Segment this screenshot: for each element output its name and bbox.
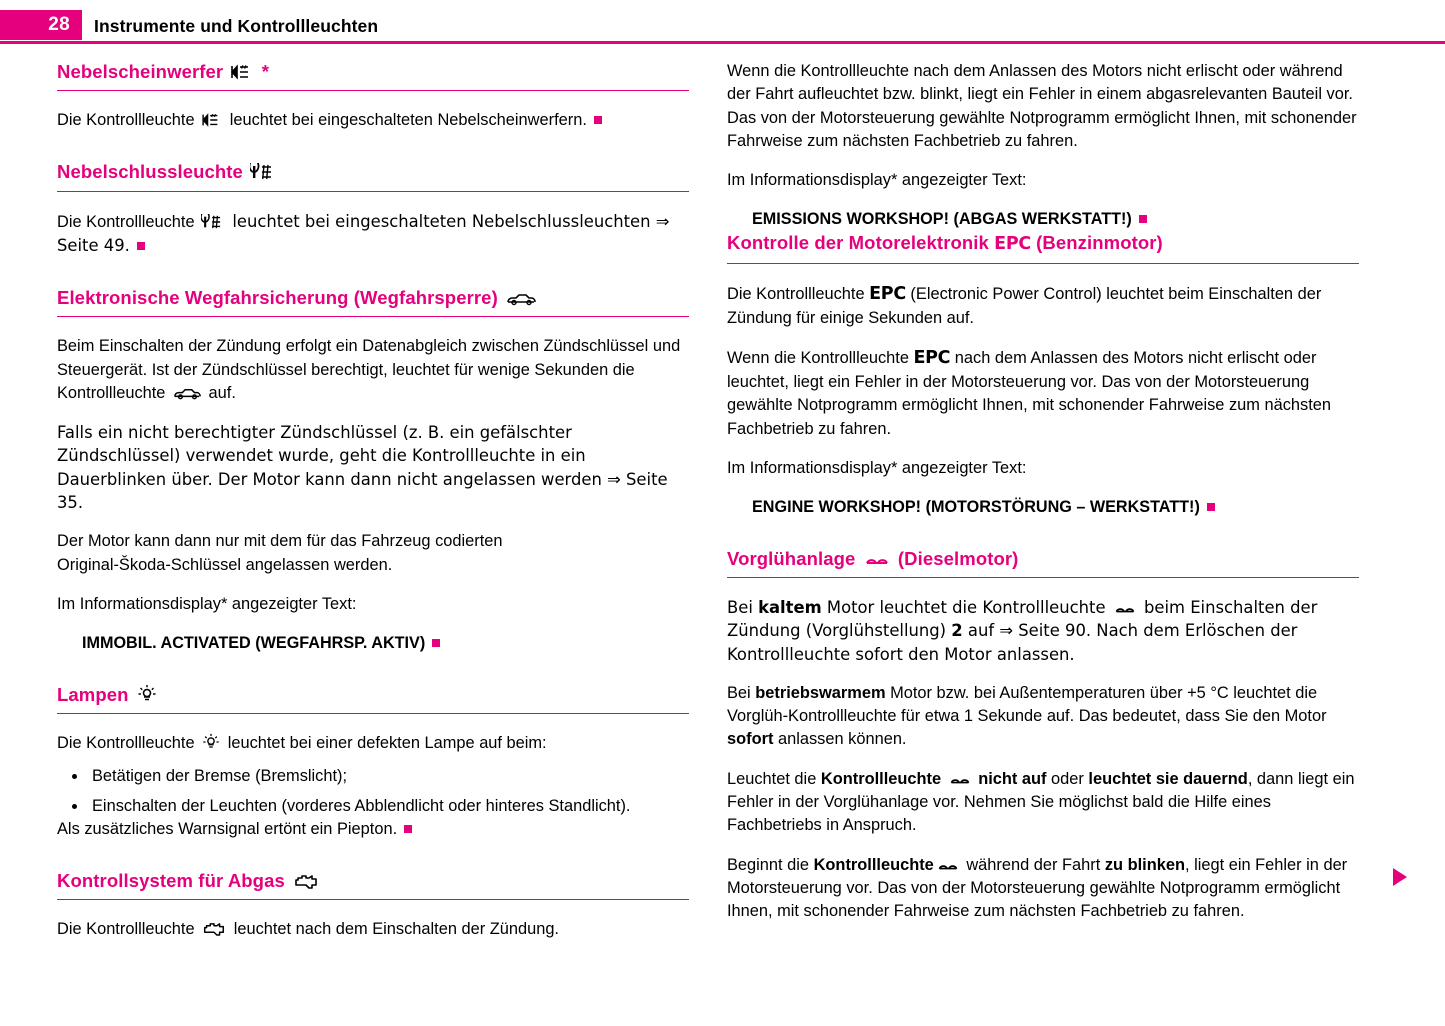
bulb-failure-icon: [201, 733, 221, 751]
glow-plug-icon: [863, 552, 891, 568]
paragraph: Im Informationsdisplay* angezeigter Text:: [727, 171, 1027, 190]
section-title: [57, 286, 689, 317]
text-run: oder: [1046, 769, 1089, 788]
paragraph-text: Als zusätzliches Warnsignal ertönt ein Piepton.: [57, 819, 398, 838]
paragraph: Im Informationsdisplay* angezeigter Text:: [727, 458, 1027, 477]
paragraph: Wenn die Kontrollleuchte nach dem Anlassen des Motors nicht erlischt oder während der Fahrt aufleuchtet bzw. blinkt, liegt ein Fehler in einem abgasrelevanten Bauteil vor. Das von der Motorsteuerung gewählte Notprogramm ermöglicht Ihnen, mit schonender Fahrweise zum nächsten Fachbetrieb zu fahren.: [727, 62, 1357, 150]
display-text: [727, 208, 1359, 231]
section-title: [727, 547, 1359, 578]
engine-check-icon: [292, 872, 320, 890]
paragraph-part: leuchtet bei eingeschalteten Nebelscheinwerfern.: [225, 111, 587, 130]
section-title-suffix: (Dieselmotor): [892, 547, 1019, 569]
text-run-bold: betriebswarmem: [755, 683, 886, 702]
text-run-bold: sofort: [727, 730, 774, 749]
text-run: anlassen können.: [773, 730, 907, 749]
section-title: [57, 60, 689, 91]
section-kontrollsystem-abgas: [57, 869, 689, 941]
section-title: [727, 231, 1359, 264]
text-run: Bei: [727, 598, 759, 617]
section-title-suffix: *: [261, 61, 270, 82]
page-number: 28: [48, 14, 70, 35]
section-lampen: [57, 683, 689, 841]
paragraph: [57, 335, 689, 405]
text-run: beim Einschalten der Zündung (Vorglühstellung): [727, 598, 1318, 641]
text-run: , dann liegt ein Fehler in der Vorglühanlage vor. Nehmen Sie möglichst bald die Hilfe eines Fachbetriebs in Anspruch.: [727, 769, 1355, 835]
paragraph-part: Die Kontrollleuchte: [57, 920, 200, 939]
page-number-badge: [0, 10, 82, 40]
paragraph-part: leuchtet bei eingeschalteten Nebelschlussleuchten ⇒ Seite 49.: [57, 211, 670, 255]
paragraph-part: Die Kontrollleuchte: [57, 734, 200, 753]
paragraph: [727, 346, 1359, 441]
paragraph: [57, 109, 689, 132]
text-run: Bei: [727, 683, 756, 702]
paragraph-part: Die Kontrollleuchte: [57, 212, 200, 231]
section-title-text: Kontrollsystem für Abgas: [57, 870, 285, 892]
paragraph: [57, 732, 689, 755]
text-run-bold: 2: [951, 621, 963, 641]
paragraph: [727, 682, 1359, 752]
section-title-text: Lampen: [57, 683, 129, 705]
text-run-bold: Kontrollleuchte: [820, 769, 946, 788]
paragraph-part: Die Kontrollleuchte: [727, 285, 870, 304]
section-vorgluehanlage: [727, 547, 1359, 924]
text-run-bold: zu blinken: [1104, 855, 1185, 874]
list-item: Einschalten der Leuchten (vorderes Abblendlicht oder hinteres Standlicht).: [57, 795, 689, 818]
immobilizer-car-key-icon: [172, 386, 202, 401]
paragraph: [57, 918, 689, 941]
section-title: [57, 683, 689, 714]
section-wegfahrsicherung: [57, 286, 689, 655]
display-text-value: EMISSIONS WORKSHOP! (ABGAS WERKSTATT!): [752, 210, 1132, 229]
left-column: [57, 60, 689, 942]
section-title-text: Vorglühanlage: [727, 547, 861, 569]
paragraph-part: leuchtet bei einer defekten Lampe auf beim:: [223, 734, 547, 753]
paragraph: Falls ein nicht berechtigter Zündschlüssel (z. B. ein gefälschter Zündschlüssel) verwendet wurde, geht die Kontrollleuchte in ein Dauerblinken über. Der Motor kann dann nicht angelassen werden ⇒ Seite 35.: [57, 423, 668, 513]
end-of-passage-marker: [1139, 215, 1147, 223]
section-title-text: Kontrolle der Motorelektronik: [727, 232, 995, 254]
section-motorelektronik: [727, 231, 1359, 519]
immobilizer-car-key-icon: [505, 291, 537, 307]
paragraph: [57, 818, 689, 841]
section-title: [57, 869, 689, 900]
text-run: Leuchtet die: [727, 769, 821, 788]
text-run-bold: Kontrollleuchte: [813, 855, 934, 874]
paragraph: Der Motor kann dann nur mit dem für das Fahrzeug codierten Original‑Škoda‑Schlüssel angelassen werden.: [57, 532, 503, 574]
section-title: [57, 160, 689, 191]
text-run-bold: nicht auf: [973, 769, 1047, 788]
paragraph-part: Die Kontrollleuchte: [57, 111, 200, 130]
text-run: auf ⇒ Seite 90. Nach dem Erlöschen der Kontrollleuchte sofort den Motor anlassen.: [727, 621, 1298, 664]
right-column: [727, 60, 1359, 924]
paragraph-part: (Electronic Power Control) leuchtet beim Einschalten der Zündung für einige Sekunden auf.: [727, 285, 1322, 327]
fog-light-front-icon: [230, 63, 254, 81]
glow-plug-icon: [936, 859, 960, 873]
section-title-text: Nebelschlussleuchte: [57, 161, 243, 183]
end-of-passage-marker: [137, 242, 145, 250]
paragraph: [727, 768, 1359, 838]
section-title-suffix: (Benzinmotor): [1030, 232, 1163, 254]
text-run: Motor leuchtet die Kontrollleuchte: [821, 598, 1111, 617]
engine-check-icon: [201, 920, 227, 937]
section-nebelscheinwerfer: [57, 60, 689, 132]
text-run-bold: leuchtet sie dauernd: [1088, 769, 1248, 788]
end-of-passage-marker: [404, 825, 412, 833]
glow-plug-icon: [948, 773, 972, 787]
paragraph: [727, 596, 1359, 666]
paragraph-part: Wenn die Kontrollleuchte: [727, 349, 914, 368]
display-text-value: ENGINE WORKSHOP! (MOTORSTÖRUNG – WERKSTATT!): [752, 498, 1200, 517]
paragraph: [727, 282, 1359, 330]
page-title: Instrumente und Kontrollleuchten: [94, 16, 379, 36]
text-run: , liegt ein Fehler in der Motorsteuerung vor. Das von der Motorsteuerung gewählte Notprogramm ermöglicht Ihnen, mit schonender Fahrweise zum nächsten Fachbetrieb zu fahren.: [727, 855, 1348, 921]
paragraph-part: Beim Einschalten der Zündung erfolgt ein Datenabgleich zwischen Zündschlüssel und Steuergerät. Ist der Zündschlüssel berechtigt, leuchtet für wenige Sekunden die Kontrollleuchte: [57, 337, 681, 402]
display-text: [57, 632, 689, 655]
glow-plug-icon: [1113, 602, 1137, 616]
section-title-text: Nebelscheinwerfer: [57, 61, 224, 82]
list-item: Betätigen der Bremse (Bremslicht);: [57, 765, 689, 788]
page-header: [0, 0, 1445, 44]
fog-light-front-icon: [201, 112, 223, 128]
header-divider: [0, 41, 1445, 44]
text-run-bold: kaltem: [758, 598, 822, 617]
section-nebelschlussleuchte: [57, 160, 689, 258]
paragraph: [727, 854, 1359, 924]
text-run: während der Fahrt: [961, 855, 1105, 874]
paragraph-part: leuchtet nach dem Einschalten der Zündung.: [229, 920, 559, 939]
end-of-passage-marker: [594, 116, 602, 124]
display-text: [727, 496, 1359, 519]
fog-light-rear-icon: [250, 163, 276, 181]
bullet-list: [57, 765, 689, 818]
text-run: Motor bzw. bei Außentemperaturen über +5 °C leuchtet die Vorglüh‑Kontrollleuchte für etwa 1 Sekunde auf. Das bedeutet, dass Sie den Motor: [727, 683, 1327, 726]
section-title-text: Elektronische Wegfahrsicherung (Wegfahrsperre): [57, 287, 498, 309]
end-of-passage-marker: [432, 639, 440, 647]
bulb-failure-icon: [136, 684, 158, 704]
epc-badge: EPC: [869, 284, 906, 305]
fog-light-rear-icon: [201, 214, 225, 230]
end-of-passage-marker: [1207, 503, 1215, 511]
paragraph-part: auf.: [203, 383, 236, 402]
paragraph: Im Informationsdisplay* angezeigter Text:: [57, 594, 357, 613]
display-text-value: IMMOBIL. ACTIVATED (WEGFAHRSP. AKTIV): [82, 634, 426, 653]
epc-badge: EPC: [913, 348, 951, 369]
next-page-triangle-icon: [1393, 868, 1407, 886]
paragraph-part: nach dem Anlassen des Motors nicht erlischt oder leuchtet, liegt ein Fehler in der Motorsteuerung vor. Das von der Motorsteuerung gewählte Notprogramm ermöglicht Ihnen, mit schonender Fahrweise zum nächsten Fachbetrieb zu fahren.: [727, 349, 1332, 438]
paragraph: [57, 210, 689, 259]
epc-badge: EPC: [994, 234, 1031, 255]
text-run: Beginnt die: [727, 855, 814, 874]
